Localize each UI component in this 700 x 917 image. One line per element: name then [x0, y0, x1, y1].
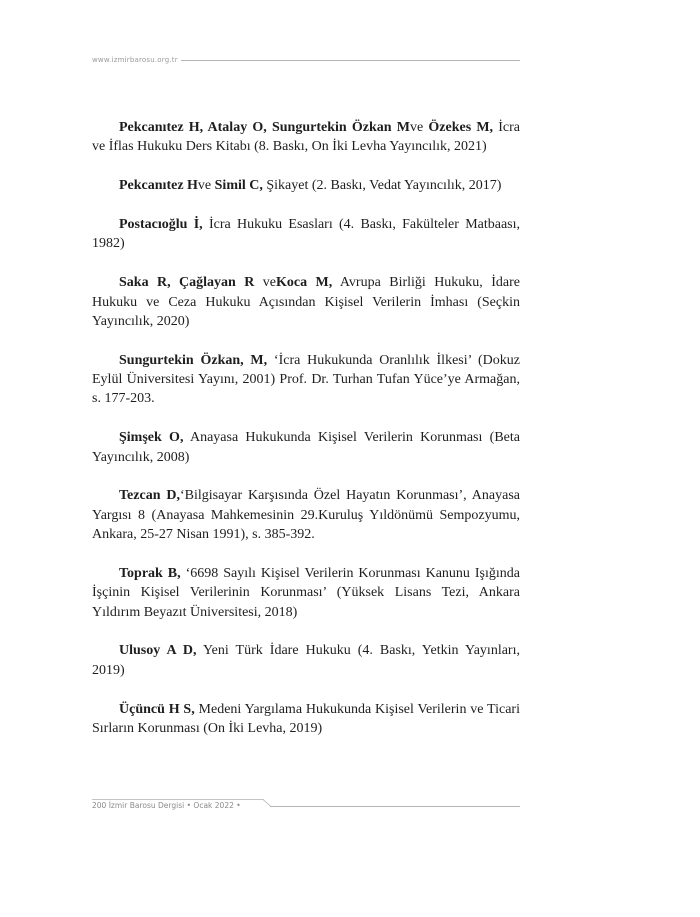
- reference-entry: [92, 215, 520, 254]
- reference-text: ‘6698 Sayılı Kişisel Verilerin Korunması Kanunu Işığında İşçinin Kişisel Verilerinin Korunması’ (Yüksek Lisans Tezi, Ankara Yıldırım Beyazıt Üniversitesi, 2018): [92, 565, 520, 620]
- reference-text: Yeni Türk İdare Hukuku (4. Baskı, Yetkin Yayınları, 2019): [92, 643, 520, 678]
- reference-text: ve: [409, 120, 429, 135]
- reference-entry: [92, 641, 520, 680]
- reference-author: Pekcanıtez H: [119, 178, 198, 194]
- reference-entry: [92, 176, 520, 195]
- reference-entry: [92, 273, 520, 331]
- reference-author: Özekes M,: [428, 120, 494, 135]
- header-url: www.izmirbarosu.org.tr: [92, 56, 178, 64]
- reference-text: ‘Bilgisayar Karşısında Özel Hayatın Korunması’, Anayasa Yargısı 8 (Anayasa Mahkemesinin 29.Kuruluş Yıldönümü Sempozyumu, Ankara, 25-27 Nisan 1991), s. 385-392.: [92, 488, 520, 543]
- reference-entry: [92, 564, 520, 622]
- reference-author: Şimşek O,: [119, 430, 184, 446]
- reference-author: Sungurtekin Özkan, M,: [119, 352, 268, 368]
- reference-text: ve: [254, 275, 276, 291]
- reference-entry: [92, 428, 520, 467]
- reference-author: Postacıoğlu İ,: [119, 217, 203, 233]
- reference-text: İcra Hukuku Esasları (4. Baskı, Fakülteler Matbaası, 1982): [92, 217, 521, 252]
- page-number: 200: [92, 801, 107, 810]
- reference-entry: [92, 700, 520, 739]
- reference-author: Simil C,: [214, 178, 263, 194]
- footer-bullet: •: [186, 801, 192, 810]
- reference-entry: [92, 118, 520, 157]
- reference-author: Üçüncü H S,: [119, 701, 195, 717]
- reference-text: Avrupa Birliği Hukuku, İdare Hukuku ve Ceza Hukuku Açısından Kişisel Verilerin İmhası (Seçkin Yayıncılık, 2020): [92, 275, 520, 329]
- issue-date: Ocak 2022: [193, 801, 234, 810]
- reference-entry: [92, 486, 520, 544]
- reference-text: Medeni Yargılama Hukukunda Kişisel Verilerin ve Ticari Sırların Korunması (On İki Levha, 2019): [92, 701, 520, 736]
- reference-text: ve: [197, 178, 215, 194]
- reference-author: Saka R, Çağlayan R: [119, 275, 255, 291]
- reference-text: İcra ve İflas Hukuku Ders Kitabı (8. Baskı, On İki Levha Yayıncılık, 2021): [92, 120, 521, 155]
- reference-list: [92, 118, 520, 758]
- reference-text: Anayasa Hukukunda Kişisel Verilerin Korunması (Beta Yayıncılık, 2008): [92, 430, 520, 465]
- reference-text: Şikayet (2. Baskı, Vedat Yayıncılık, 2017): [262, 178, 502, 194]
- footer-rule-right: [270, 806, 520, 807]
- page-footer: [92, 799, 520, 813]
- reference-author: Ulusoy A D,: [119, 643, 197, 659]
- reference-entry: [92, 351, 520, 409]
- journal-name: İzmir Barosu Dergisi: [108, 801, 185, 810]
- footer-rule-top: [92, 799, 264, 800]
- reference-author: Pekcanıtez H, Atalay O, Sungurtekin Özkan M: [119, 120, 410, 135]
- reference-author: Toprak B,: [119, 565, 181, 581]
- footer-bullet: •: [236, 801, 241, 810]
- reference-text: ‘İcra Hukukunda Oranlılık İlkesi’ (Dokuz Eylül Üniversitesi Yayını, 2001) Prof. Dr. Turhan Tufan Yüce’ye Armağan, s. 177-203.: [92, 352, 520, 407]
- footer-text: [92, 801, 241, 810]
- reference-author: Koca M,: [275, 275, 333, 291]
- page-header: [92, 54, 520, 66]
- header-rule: [181, 60, 520, 61]
- reference-author: Tezcan D,: [119, 488, 180, 504]
